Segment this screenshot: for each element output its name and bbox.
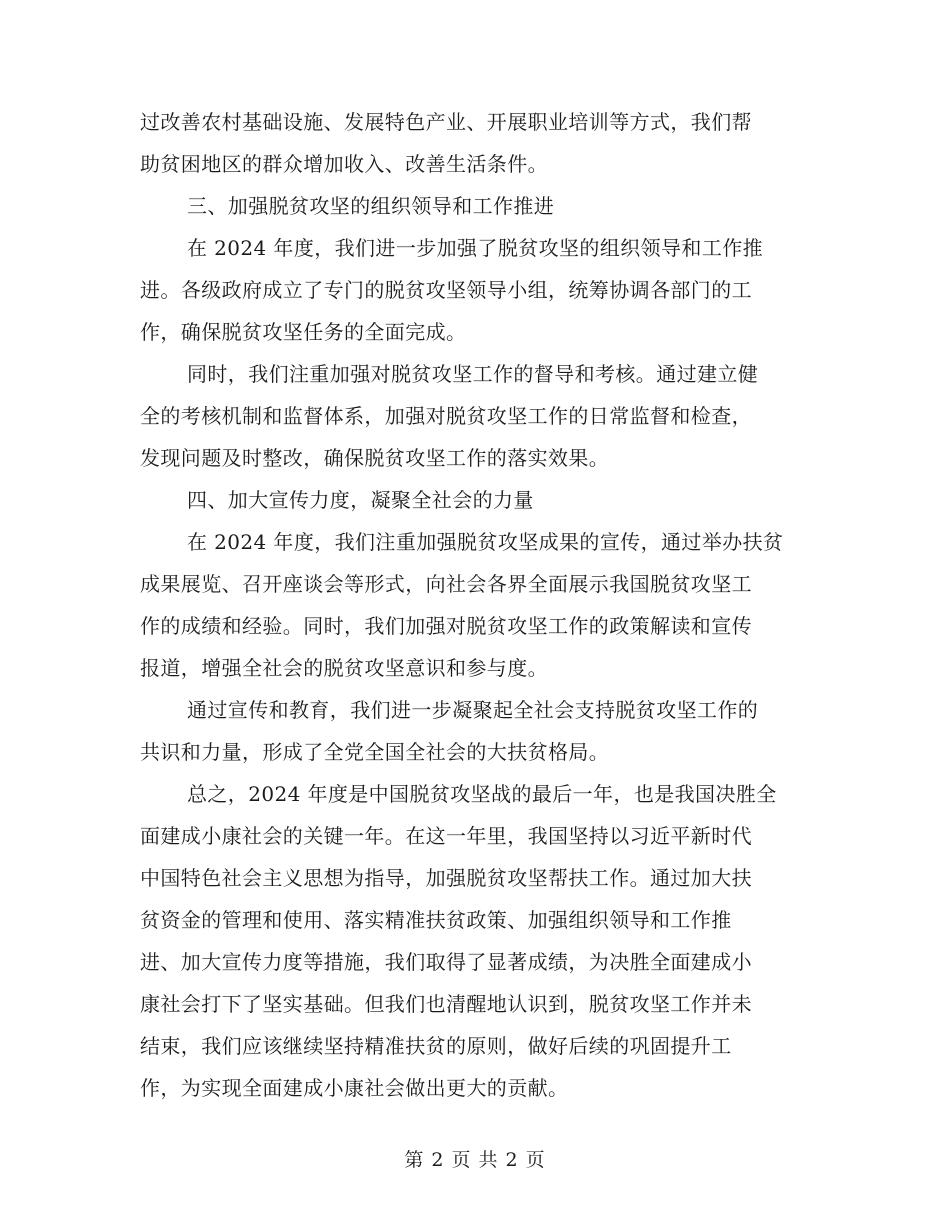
text-line: 同时，我们注重加强对脱贫攻坚工作的督导和考核。通过建立健 xyxy=(187,362,759,386)
text-line: 三、加强脱贫攻坚的组织领导和工作推进 xyxy=(187,194,555,218)
text-line: 进、加大宣传力度等措施，我们取得了显著成绩，为决胜全面建成小 xyxy=(140,950,752,974)
page-footer: 第 2 页 共 2 页 xyxy=(404,1149,546,1171)
text-line: 在 2024 年度，我们注重加强脱贫攻坚成果的宣传，通过举办扶贫 xyxy=(187,530,784,554)
text-line: 作，为实现全面建成小康社会做出更大的贡献。 xyxy=(140,1076,569,1100)
text-line: 助贫困地区的群众增加收入、改善生活条件。 xyxy=(140,152,548,176)
text-line: 中国特色社会主义思想为指导，加强脱贫攻坚帮扶工作。通过加大扶 xyxy=(140,866,752,890)
text-line: 全的考核机制和监督体系，加强对脱贫攻坚工作的日常监督和检查， xyxy=(140,404,752,428)
text-line: 在 2024 年度，我们进一步加强了脱贫攻坚的组织领导和工作推 xyxy=(187,236,764,260)
text-line: 进。各级政府成立了专门的脱贫攻坚领导小组，统筹协调各部门的工 xyxy=(140,278,752,302)
text-line: 通过宣传和教育，我们进一步凝聚起全社会支持脱贫攻坚工作的 xyxy=(187,698,759,722)
text-line: 结束，我们应该继续坚持精准扶贫的原则，做好后续的巩固提升工 xyxy=(140,1034,732,1058)
text-line: 作，确保脱贫攻坚任务的全面完成。 xyxy=(140,320,467,344)
text-line: 总之，2024 年度是中国脱贫攻坚战的最后一年，也是我国决胜全 xyxy=(187,782,777,806)
text-line: 作的成绩和经验。同时，我们加强对脱贫攻坚工作的政策解读和宣传 xyxy=(140,614,752,638)
text-line: 贫资金的管理和使用、落实精准扶贫政策、加强组织领导和工作推 xyxy=(140,908,732,932)
text-line: 四、加大宣传力度，凝聚全社会的力量 xyxy=(187,488,534,512)
text-line: 面建成小康社会的关键一年。在这一年里，我国坚持以习近平新时代 xyxy=(140,824,752,848)
text-line: 成果展览、召开座谈会等形式，向社会各界全面展示我国脱贫攻坚工 xyxy=(140,572,752,596)
text-line: 发现问题及时整改，确保脱贫攻坚工作的落实效果。 xyxy=(140,446,610,470)
text-line: 共识和力量，形成了全党全国全社会的大扶贫格局。 xyxy=(140,740,610,764)
text-line: 报道，增强全社会的脱贫攻坚意识和参与度。 xyxy=(140,656,548,680)
text-line: 过改善农村基础设施、发展特色产业、开展职业培训等方式，我们帮 xyxy=(140,110,752,134)
document-body xyxy=(140,101,812,1109)
text-line: 康社会打下了坚实基础。但我们也清醒地认识到，脱贫攻坚工作并未 xyxy=(140,992,752,1016)
